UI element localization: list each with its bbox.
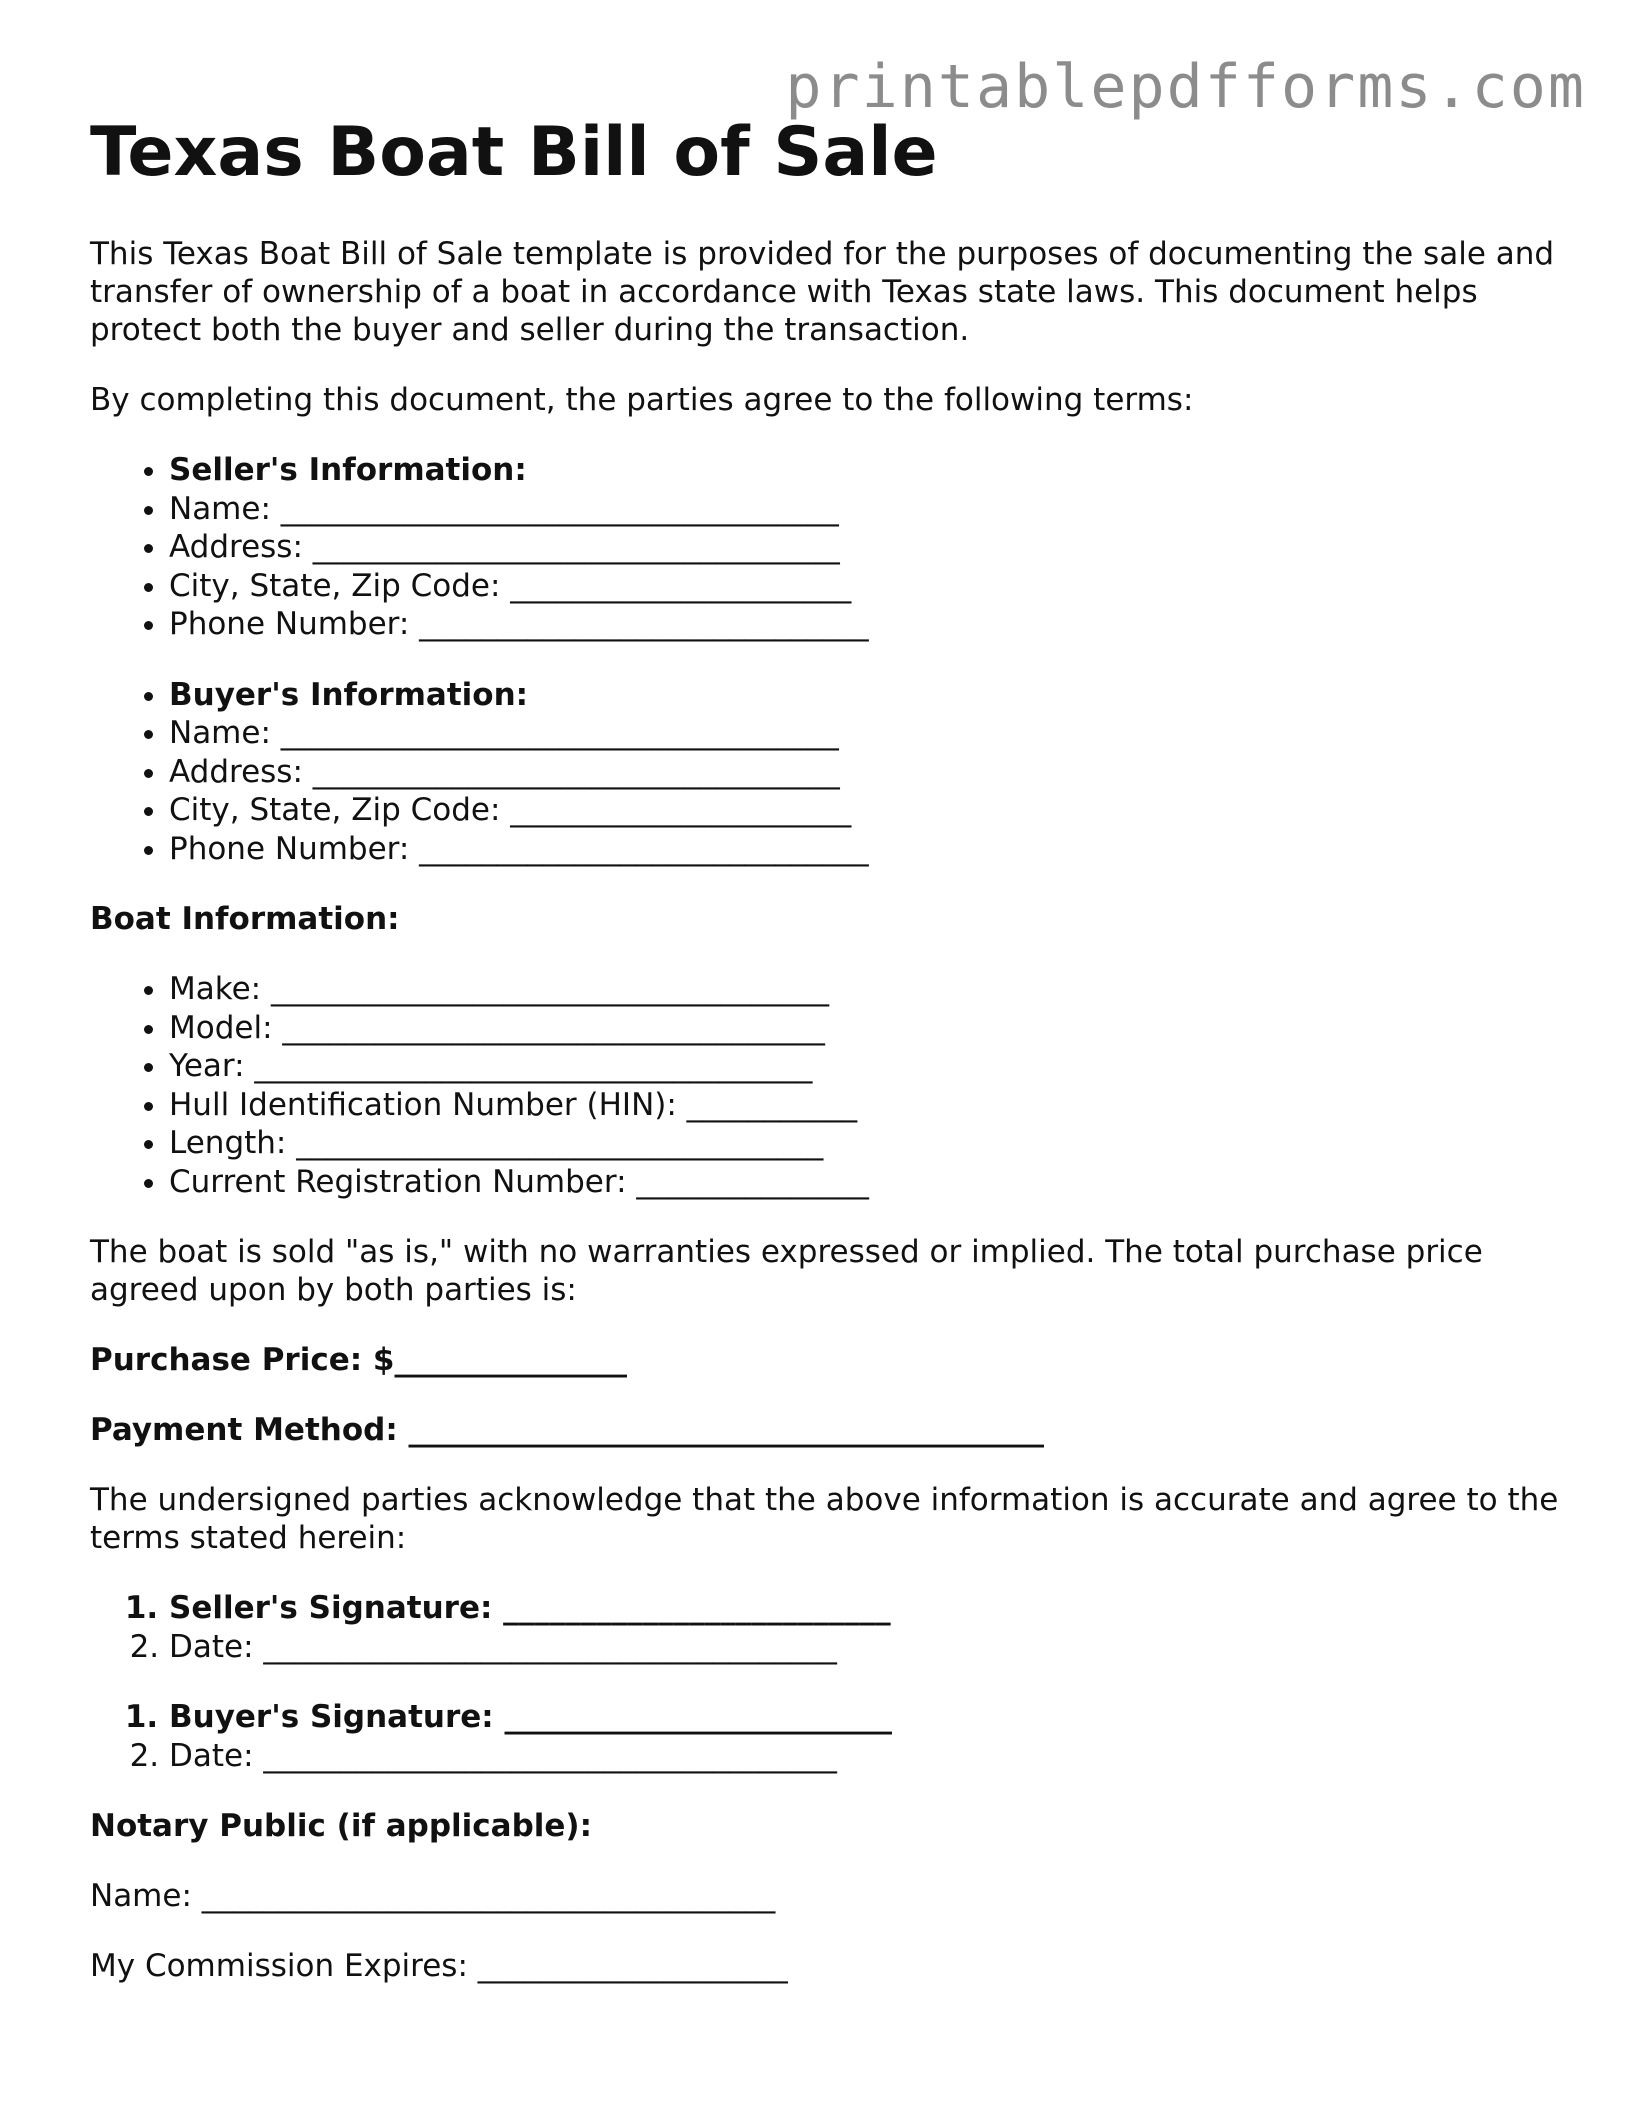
document-page: [90, 113, 1570, 2017]
as-is-paragraph: The boat is sold "as is," with no warranties expressed or implied. The total purchase price agreed upon by both parties is:: [90, 1234, 1483, 1308]
boat-year-field[interactable]: • Year: ____________________________________: [169, 1047, 1570, 1086]
boat-info-heading: Boat Information:: [90, 901, 400, 937]
boat-hin-field[interactable]: • Hull Identification Number (HIN): ___________: [169, 1086, 1570, 1125]
terms-intro: By completing this document, the parties agree to the following terms:: [90, 382, 1194, 418]
intro-paragraph: This Texas Boat Bill of Sale template is provided for the purposes of documenting the sale and transfer of ownership of a boat in accordance with Texas state laws. This document helps protect both the buyer and seller during the transaction.: [90, 236, 1555, 348]
acknowledge-paragraph: The undersigned parties acknowledge that the above information is accurate and agree to the terms stated herein:: [90, 1482, 1559, 1556]
seller-info-heading: • Seller's Information:: [169, 451, 1570, 490]
seller-name-field[interactable]: • Name: ____________________________________: [169, 490, 1570, 529]
buyer-info-heading: • Buyer's Information:: [169, 676, 1570, 715]
seller-signature-field[interactable]: 1. Seller's Signature: _________________________: [169, 1589, 1570, 1628]
boat-model-field[interactable]: • Model: ___________________________________: [169, 1009, 1570, 1048]
notary-name-field[interactable]: Name: _____________________________________: [90, 1878, 776, 1914]
buyer-phone-field[interactable]: • Phone Number: _____________________________: [169, 830, 1570, 869]
seller-info-list: [90, 451, 1570, 644]
purchase-price-field[interactable]: Purchase Price: $_______________: [90, 1342, 628, 1378]
seller-address-field[interactable]: • Address: __________________________________: [169, 528, 1570, 567]
boat-info-list: [90, 970, 1570, 1201]
boat-length-field[interactable]: • Length: __________________________________: [169, 1124, 1570, 1163]
buyer-signature-list: [90, 1698, 1570, 1775]
buyer-signature-field[interactable]: 1. Buyer's Signature: _________________________: [169, 1698, 1570, 1737]
boat-make-field[interactable]: • Make: ____________________________________: [169, 970, 1570, 1009]
seller-phone-field[interactable]: • Phone Number: _____________________________: [169, 605, 1570, 644]
buyer-name-field[interactable]: • Name: ____________________________________: [169, 714, 1570, 753]
notary-commission-field[interactable]: My Commission Expires: ____________________: [90, 1948, 788, 1984]
buyer-address-field[interactable]: • Address: __________________________________: [169, 753, 1570, 792]
seller-signature-list: [90, 1589, 1570, 1666]
buyer-city-field[interactable]: • City, State, Zip Code: ______________________: [169, 791, 1570, 830]
boat-registration-field[interactable]: • Current Registration Number: _______________: [169, 1163, 1570, 1202]
watermark: printablepdfforms.com: [785, 52, 1586, 122]
buyer-date-field[interactable]: 2. Date: _____________________________________: [169, 1737, 1570, 1776]
payment-method-field[interactable]: Payment Method: _________________________________________: [90, 1412, 1045, 1448]
document-title: Texas Boat Bill of Sale: [90, 113, 938, 192]
seller-city-field[interactable]: • City, State, Zip Code: ______________________: [169, 567, 1570, 606]
seller-date-field[interactable]: 2. Date: _____________________________________: [169, 1628, 1570, 1667]
notary-heading: Notary Public (if applicable):: [90, 1808, 592, 1844]
buyer-info-list: [90, 676, 1570, 869]
